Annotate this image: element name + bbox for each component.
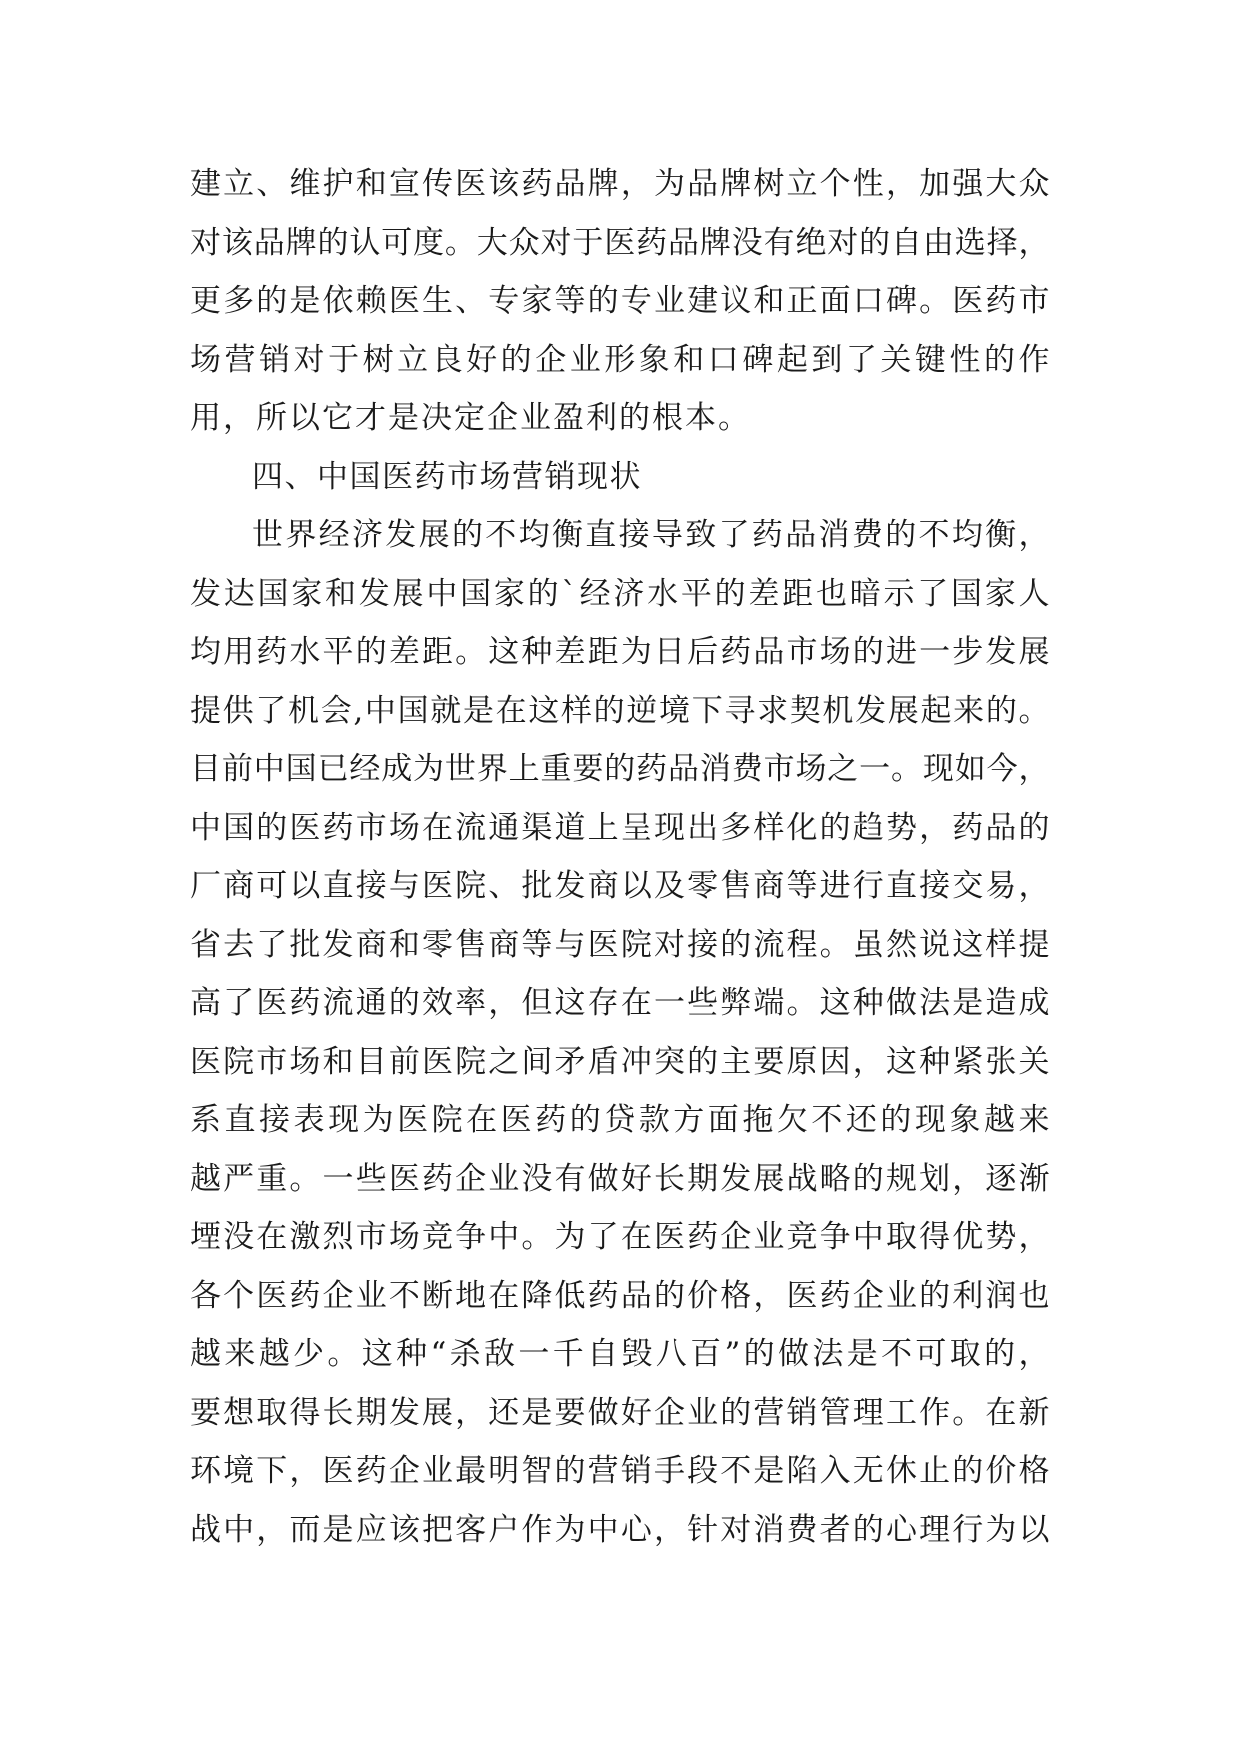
text-line: 目前中国已经成为世界上重要的药品消费市场之一。现如今， xyxy=(190,751,1050,787)
text-line: 用，所以它才是决定企业盈利的根本。 xyxy=(190,400,751,436)
text-line: 省去了批发商和零售商等与医院对接的流程。虽然说这样提 xyxy=(190,926,1050,963)
text-line: 要想取得长期发展，还是要做好企业的营销管理工作。在新 xyxy=(190,1394,1050,1431)
text-line: 提供了机会,中国就是在这样的逆境下寻求契机发展起来的。 xyxy=(190,692,1050,729)
paragraph-1 xyxy=(190,155,1050,448)
text-line: 越严重。一些医药企业没有做好长期发展战略的规划，逐渐 xyxy=(190,1160,1050,1197)
text-line: 环境下，医药企业最明智的营销手段不是陷入无休止的价格 xyxy=(190,1453,1050,1489)
paragraph-2 xyxy=(190,506,1050,1559)
text-line: 系直接表现为医院在医药的贷款方面拖欠不还的现象越来 xyxy=(190,1102,1050,1138)
section-heading: 四、中国医药市场营销现状 xyxy=(252,458,642,495)
text-line: 更多的是依赖医生、专家等的专业建议和正面口碑。医药市 xyxy=(190,283,1050,319)
text-line: 越来越少。这种“杀敌一千自毁八百”的做法是不可取的， xyxy=(190,1336,1050,1372)
text-line: 医院市场和目前医院之间矛盾冲突的主要原因，这种紧张关 xyxy=(190,1043,1050,1080)
text-line: 场营销对于树立良好的企业形象和口碑起到了关键性的作 xyxy=(190,341,1050,378)
text-line: 均用药水平的差距。这种差距为日后药品市场的进一步发展 xyxy=(190,634,1050,670)
text-line: 发达国家和发展中国家的`经济水平的差距也暗示了国家人 xyxy=(190,575,1050,612)
body-text xyxy=(190,155,1050,1559)
text-line: 对该品牌的认可度。大众对于医药品牌没有绝对的自由选择， xyxy=(190,224,1050,261)
text-line: 战中，而是应该把客户作为中心，针对消费者的心理行为以 xyxy=(190,1511,1050,1548)
text-line: 建立、维护和宣传医该药品牌，为品牌树立个性，加强大众 xyxy=(190,166,1050,202)
text-line: 堙没在激烈市场竞争中。为了在医药企业竞争中取得优势， xyxy=(190,1219,1050,1255)
text-line: 中国的医药市场在流通渠道上呈现出多样化的趋势，药品的 xyxy=(190,809,1050,846)
text-line: 高了医药流通的效率，但这存在一些弊端。这种做法是造成 xyxy=(190,985,1050,1021)
text-line: 各个医药企业不断地在降低药品的价格，医药企业的利润也 xyxy=(190,1277,1050,1314)
text-line: 厂商可以直接与医院、批发商以及零售商等进行直接交易， xyxy=(190,868,1050,904)
text-line: 世界经济发展的不均衡直接导致了药品消费的不均衡， xyxy=(252,517,1050,553)
